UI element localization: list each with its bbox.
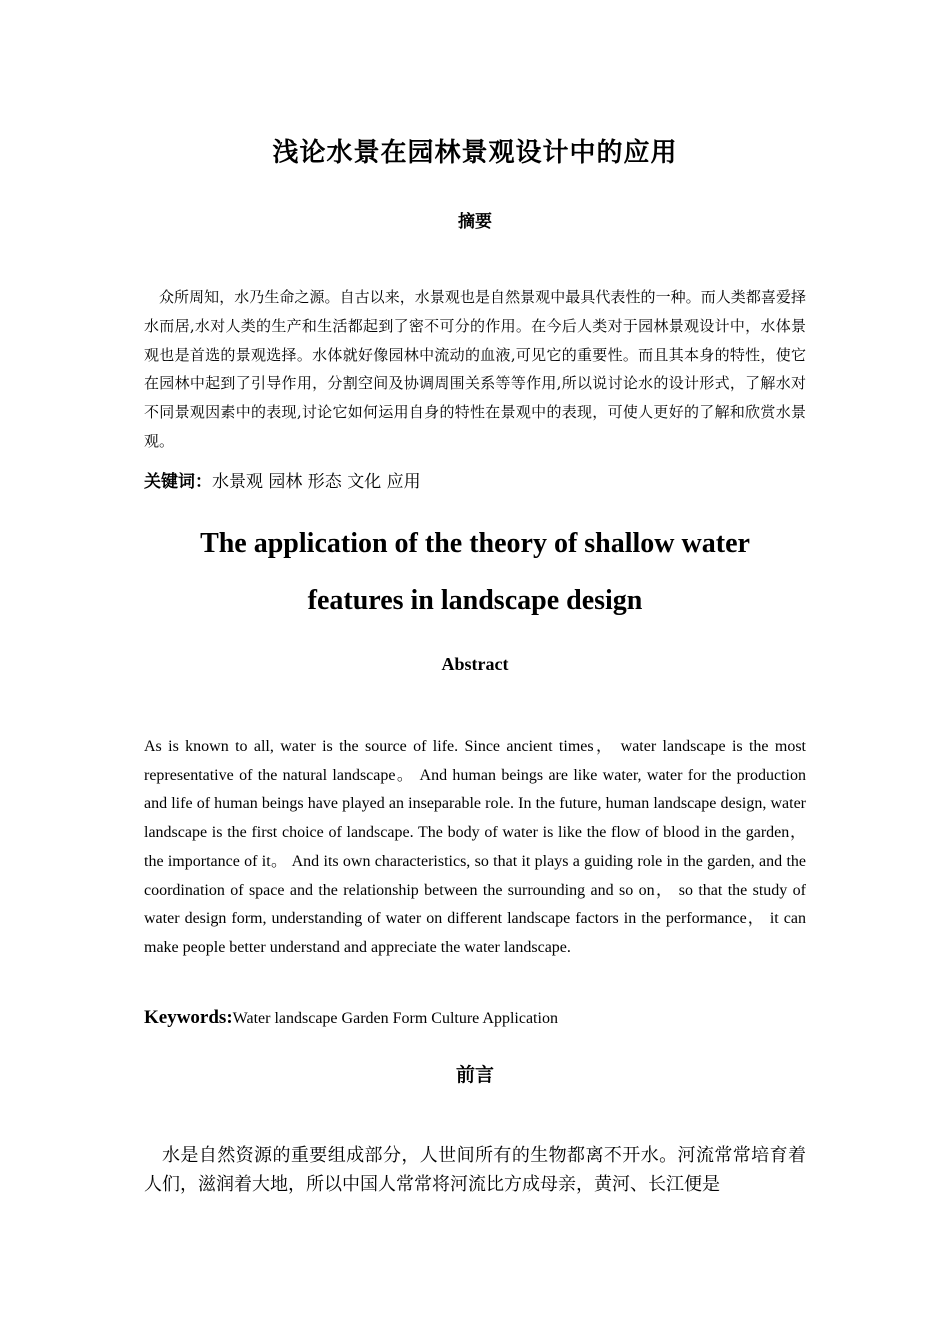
english-keywords bbox=[144, 1004, 806, 1033]
english-abstract-heading: Abstract bbox=[441, 654, 509, 674]
english-title-line-2: features in landscape design bbox=[307, 585, 643, 616]
foreword-paragraph: 水是自然资源的重要组成部分，人世间所有的生物都离不开水。河流常常培育着人们，滋润着大地，所以中国人常常将河流比方成母亲，黄河、长江便是 bbox=[144, 1145, 806, 1195]
english-keywords-list: Water landscape Garden Form Culture Application bbox=[232, 1010, 558, 1027]
chinese-abstract-paragraph: 众所周知，水乃生命之源。自古以来，水景观也是自然景观中最具代表性的一种。而人类都喜爱择水而居,水对人类的生产和生活都起到了密不可分的作用。在今后人类对于园林景观设计中，水体景观也是首选的景观选择。水体就好像园林中流动的血液,可见它的重要性。而且其本身的特性，使它在园林中起到了引导作用，分割空间及协调周围关系等等作用,所以说讨论水的设计形式，了解水对不同景观因素中的表现,讨论它如何运用自身的特性在景观中的表现，可使人更好的了解和欣赏水景观。 bbox=[144, 288, 806, 450]
chinese-title: 浅论水景在园林景观设计中的应用 bbox=[272, 138, 678, 168]
chinese-keywords-list: 水景观 园林 形态 文化 应用 bbox=[212, 472, 421, 492]
foreword-heading: 前言 bbox=[455, 1064, 494, 1086]
english-title-line-1: The application of the theory of shallow water bbox=[200, 528, 750, 559]
chinese-keywords bbox=[144, 469, 806, 495]
english-keywords-label: Keywords: bbox=[144, 1007, 233, 1028]
chinese-keywords-label: 关键词： bbox=[144, 472, 212, 492]
chinese-abstract-heading: 摘要 bbox=[458, 212, 492, 232]
english-title bbox=[0, 515, 950, 629]
english-abstract-paragraph: As is known to all, water is the source of life. Since ancient times， water landscape is the most representative of the natural landscape。 And human beings are like water, water for the production and life of human beings have played an inseparable role. In the future, human landscape design, water landscape is the first choice of landscape. The body of water is like the flow of blood in the garden， the importance of it。 And its own characteristics, so that it plays a guiding role in the garden, and the coordination of space and the relationship between the surrounding and so on， so that the study of water design form, understanding of water on different landscape factors in the performance， it can make people better understand and appreciate the water landscape. bbox=[144, 738, 807, 956]
